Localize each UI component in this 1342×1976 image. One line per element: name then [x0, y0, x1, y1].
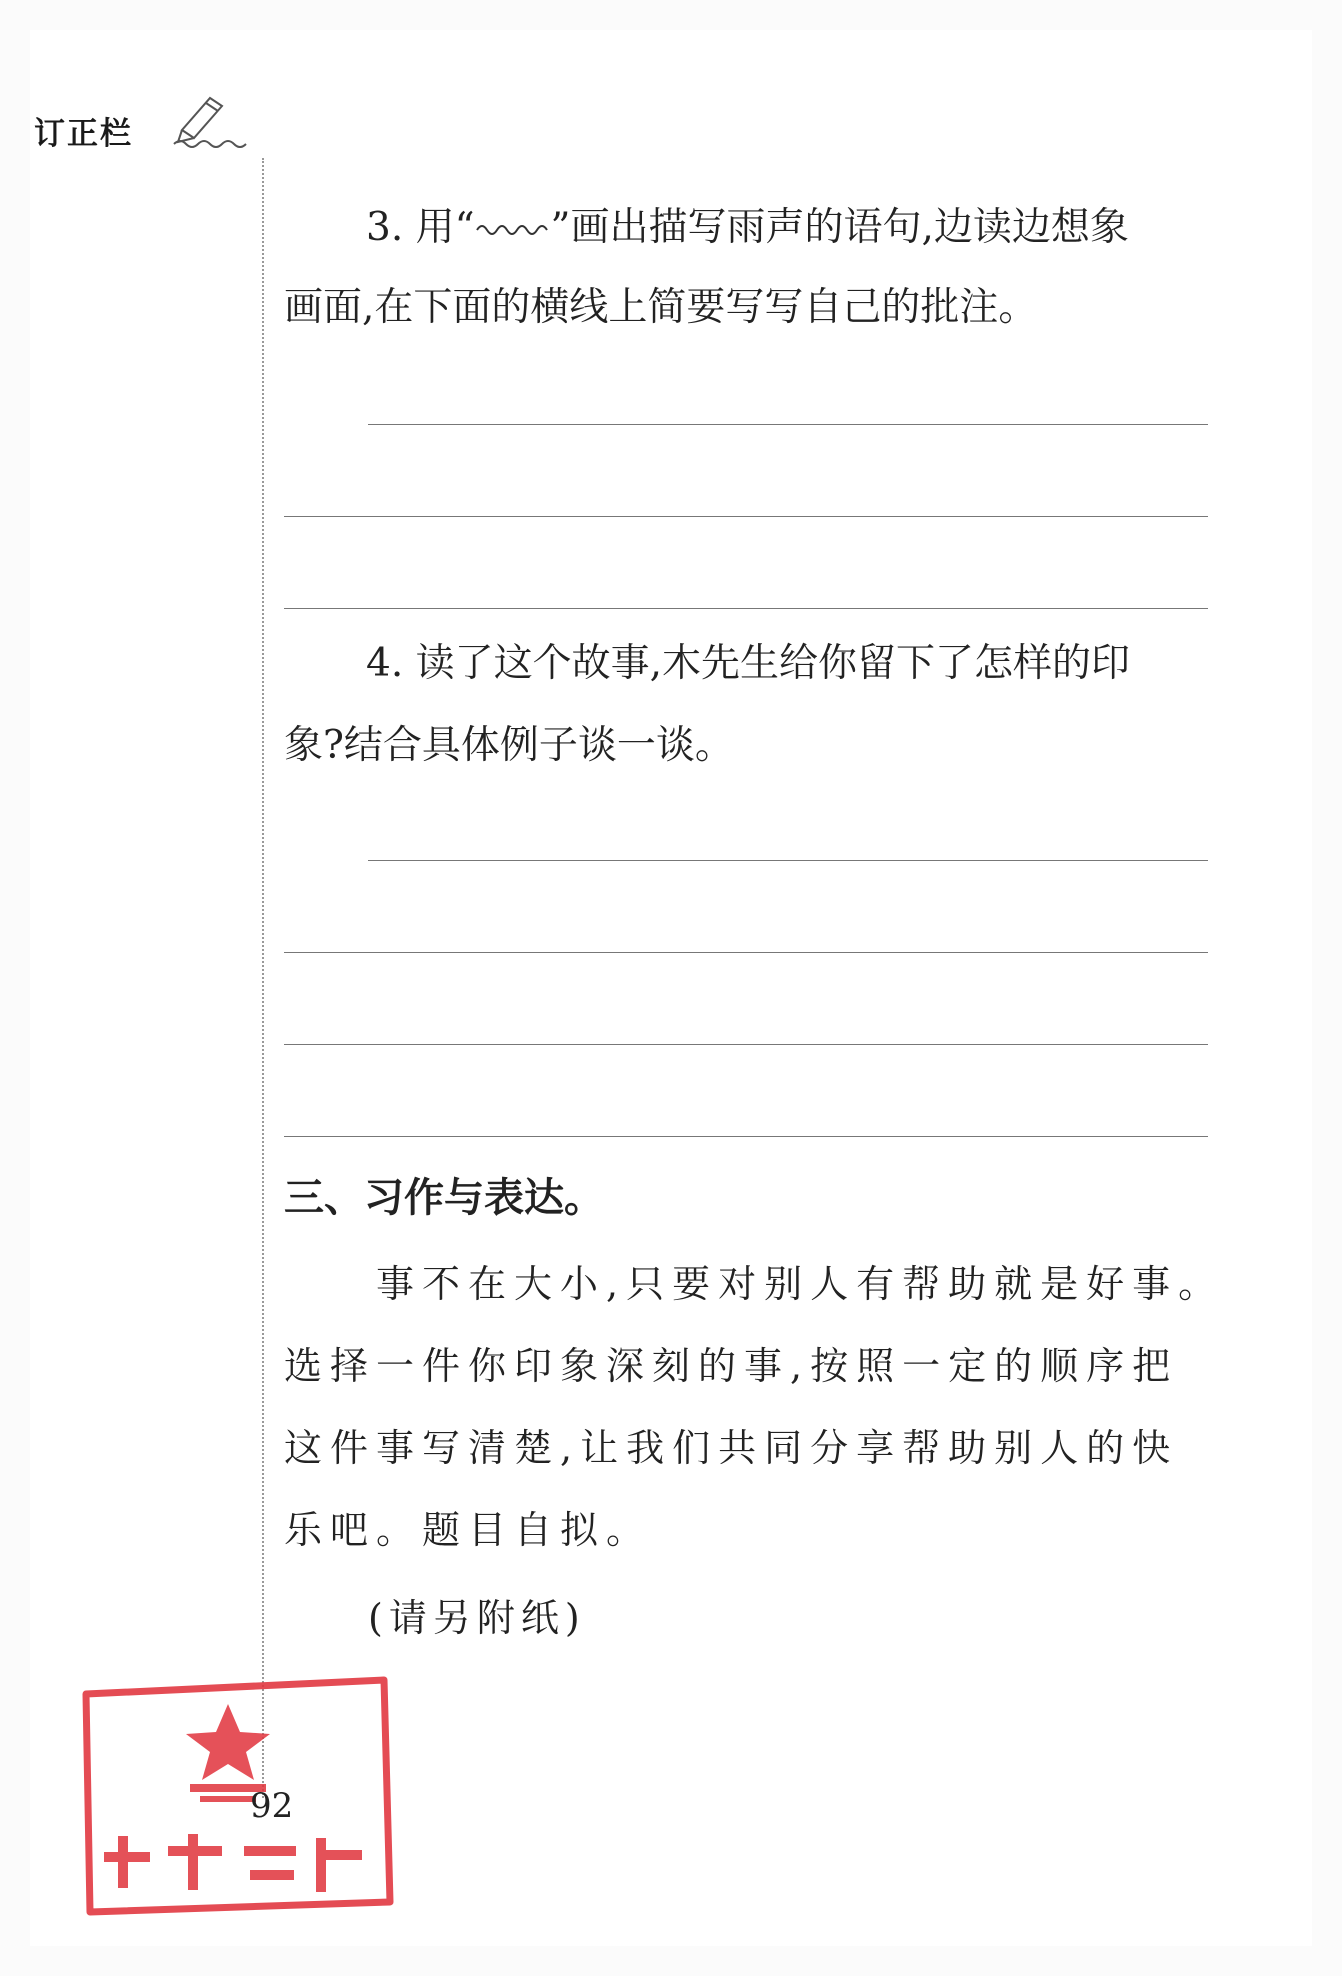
- pencil-icon: [172, 92, 262, 148]
- margin-dotted-divider: [262, 158, 264, 1798]
- answer-line[interactable]: [368, 424, 1208, 425]
- answer-line[interactable]: [284, 608, 1208, 609]
- page-number: 92: [250, 1786, 294, 1826]
- essay-prompt-line-2: 选择一件你印象深刻的事,按照一定的顺序把: [284, 1344, 1179, 1388]
- answer-line[interactable]: [284, 1136, 1208, 1137]
- essay-prompt-line-4: 乐吧。题目自拟。: [284, 1508, 653, 1552]
- school-stamp: [78, 1676, 396, 1916]
- section-heading: 三、习作与表达。: [284, 1175, 604, 1221]
- wavy-line-icon: [475, 220, 551, 240]
- question-3-line-1: 3. 用“ ”画出描写雨声的语句,边读边想象: [366, 205, 1129, 250]
- question-4-line-1: 4. 读了这个故事,木先生给你留下了怎样的印: [366, 641, 1131, 686]
- essay-prompt-line-1: 事不在大小,只要对别人有帮助就是好事。: [376, 1262, 1225, 1306]
- answer-line[interactable]: [284, 1044, 1208, 1045]
- question-3-line-2: 画面,在下面的横线上简要写写自己的批注。: [284, 285, 1038, 330]
- correction-column-label: 订正栏: [34, 116, 133, 152]
- answer-line[interactable]: [284, 516, 1208, 517]
- attach-paper-note: (请另附纸): [368, 1596, 586, 1640]
- answer-line[interactable]: [284, 952, 1208, 953]
- answer-line[interactable]: [368, 860, 1208, 861]
- essay-prompt-line-3: 这件事写清楚,让我们共同分享帮助别人的快: [284, 1426, 1179, 1470]
- question-4-line-2: 象?结合具体例子谈一谈。: [284, 723, 734, 768]
